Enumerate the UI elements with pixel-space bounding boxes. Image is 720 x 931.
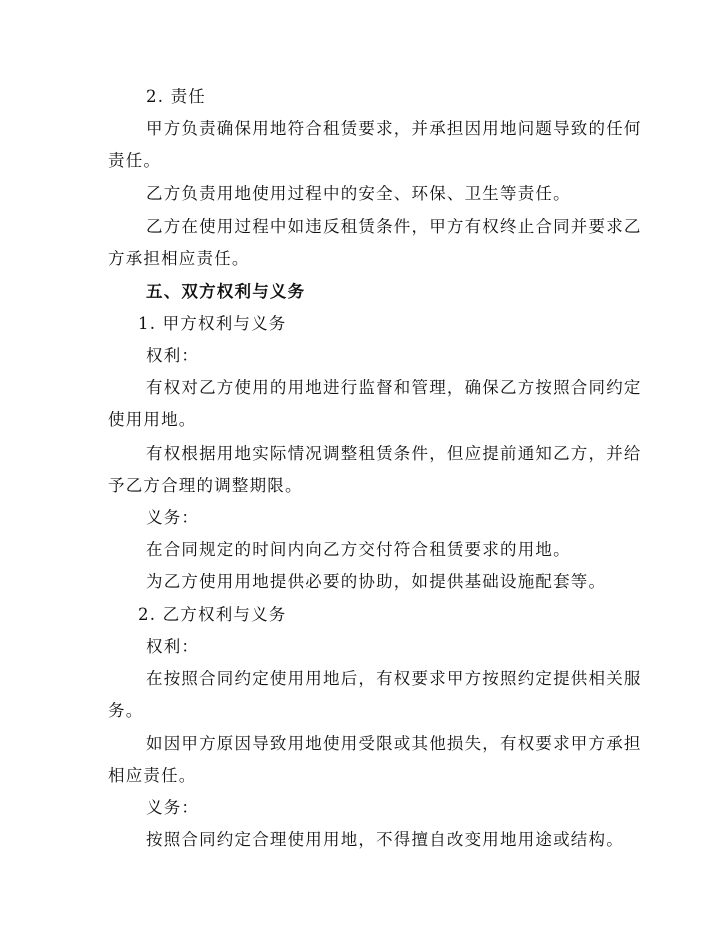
paragraph-line: 乙方负责用地使用过程中的安全、环保、卫生等责任。 [146,184,571,203]
paragraph-line: 乙方在使用过程中如违反租赁条件，甲方有权终止合同并要求乙 [146,217,642,236]
paragraph-line: 甲方负责确保用地符合租赁要求，并承担因用地问题导致的任何 [146,119,642,138]
paragraph-line: 在合同规定的时间内向乙方交付符合租赁要求的用地。 [146,540,571,559]
rights-label: 权利： [146,346,200,365]
paragraph-line: 在按照合同约定使用用地后，有权要求甲方按照约定提供相关服 [146,669,642,688]
section-5-item-2-heading: 2. 乙方权利与义务 [138,605,287,624]
paragraph-line: 有权根据用地实际情况调整租赁条件，但应提前通知乙方，并给 [146,444,642,463]
duties-label: 义务： [146,508,200,527]
rights-label: 权利： [146,637,200,656]
paragraph-line: 相应责任。 [108,766,197,785]
paragraph-line: 按照合同约定合理使用用地，不得擅自改变用地用途或结构。 [146,830,624,849]
paragraph-line: 如因甲方原因导致用地使用受限或其他损失，有权要求甲方承担 [146,734,642,753]
paragraph-line: 为乙方使用用地提供必要的协助，如提供基础设施配套等。 [146,572,607,591]
paragraph-line: 予乙方合理的调整期限。 [108,476,303,495]
paragraph-line: 务。 [108,701,144,720]
paragraph-line: 责任。 [108,151,162,170]
section-5-heading: 五、双方权利与义务 [146,282,306,301]
section-5-item-1-heading: 1. 甲方权利与义务 [138,314,287,333]
paragraph-line: 方承担相应责任。 [108,249,250,268]
paragraph-line: 有权对乙方使用的用地进行监督和管理，确保乙方按照合同约定 [146,378,642,397]
section-4-item-2-heading: 2. 责任 [146,87,206,106]
paragraph-line: 使用用地。 [108,410,197,429]
duties-label: 义务： [146,798,200,817]
